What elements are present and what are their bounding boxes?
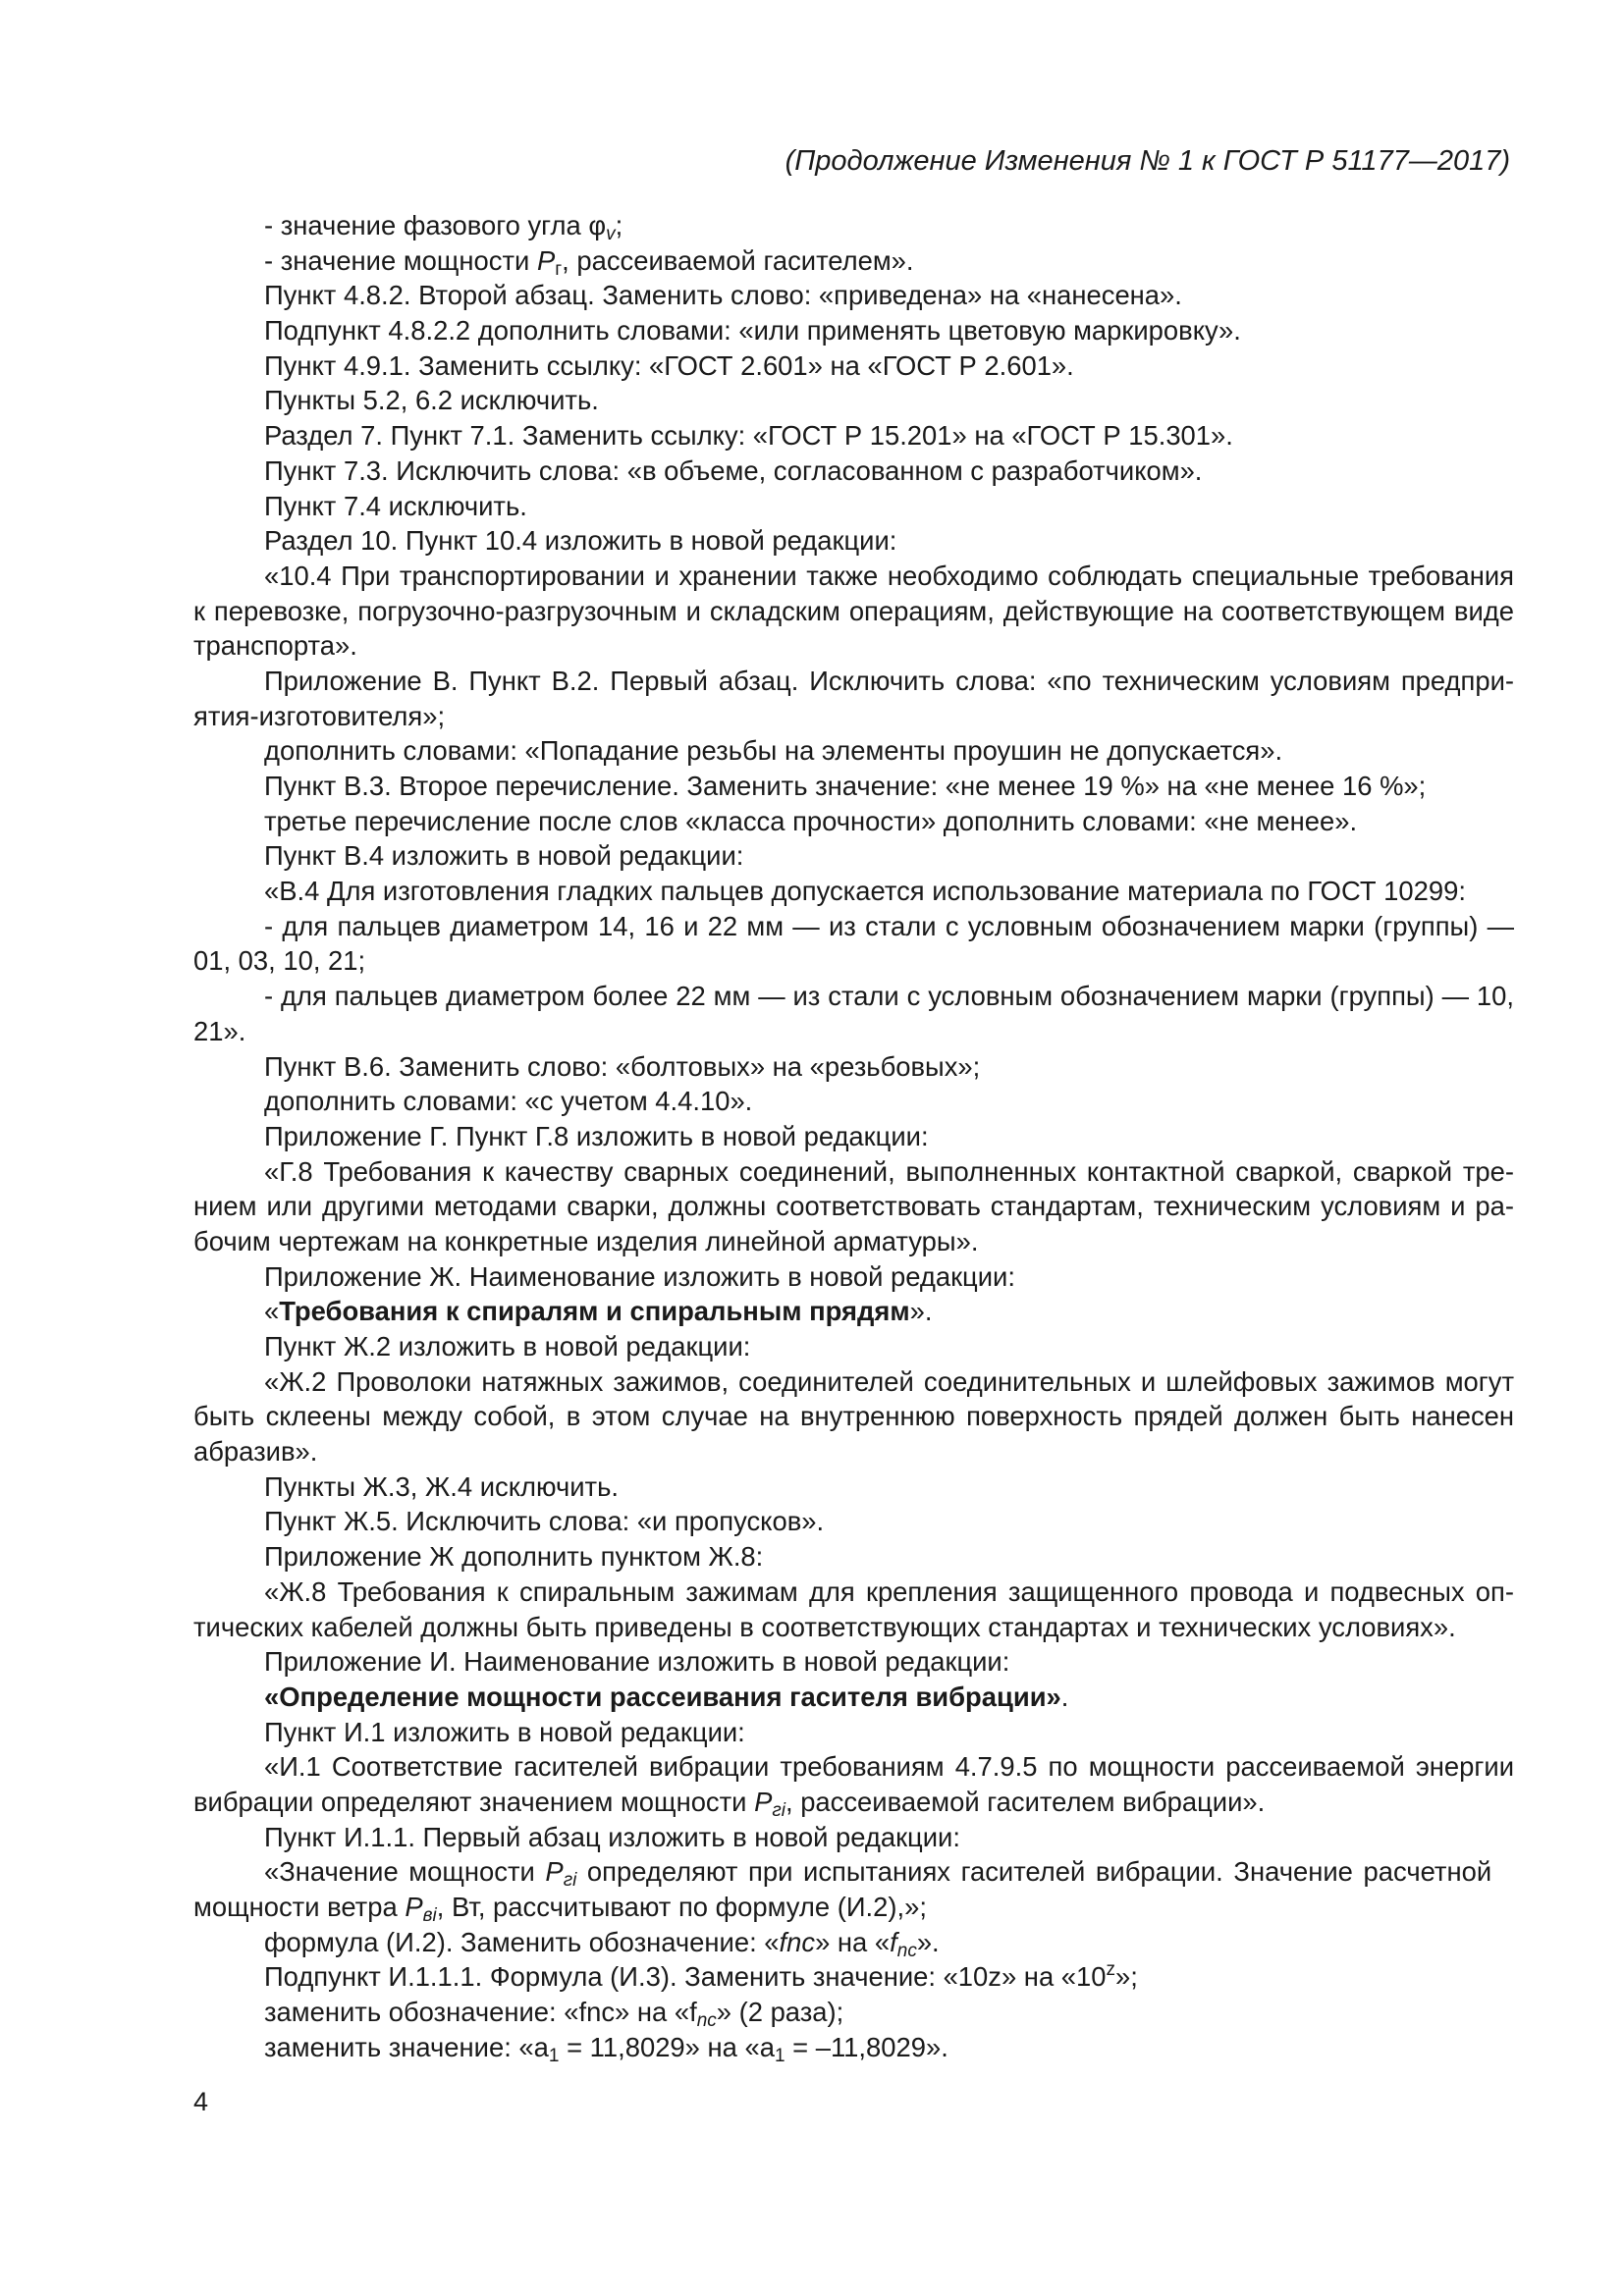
line-20: «В.4 Для изготовления гладких пальцев допускается использование материала по ГОСТ 10299: xyxy=(264,876,1466,907)
line-42: Приложение И. Наименование изложить в новой редакции: xyxy=(264,1646,1010,1678)
line-01 xyxy=(193,208,1514,243)
line-09: Пункт 7.4 исключить. xyxy=(264,490,527,521)
variable: P xyxy=(545,1856,564,1888)
line-39: Приложение Ж дополнить пунктом Ж.8: xyxy=(264,1541,764,1573)
line-35: быть склеены между собой, в этом случае на внутреннюю поверхность прядей должен быть нанесен xyxy=(193,1401,1514,1432)
line-43 xyxy=(193,1680,1514,1715)
subscript: 1 xyxy=(774,2045,785,2066)
line-52 xyxy=(193,1995,1514,2030)
line-51 xyxy=(193,1959,1514,1995)
line-23: - для пальцев диаметром более 22 мм — из стали с условным обозначением марки (группы) — 10, xyxy=(264,981,1514,1012)
line-04: Подпункт 4.8.2.2 дополнить словами: «или применять цветовую маркировку». xyxy=(264,315,1241,347)
line-36: абразив». xyxy=(193,1436,318,1468)
line-16: дополнить словами: «Попадание резьбы на элементы проушин не допускается». xyxy=(264,735,1283,767)
line-08: Пункт 7.3. Исключить слова: «в объеме, согласованном с разработчиком». xyxy=(264,454,1203,486)
running-head: (Продолжение Изменения № 1 к ГОСТ Р 51177—2017) xyxy=(785,145,1510,177)
line-26: дополнить словами: «с учетом 4.4.10». xyxy=(264,1086,753,1117)
line-13: транспорта». xyxy=(193,630,357,662)
text: « xyxy=(264,1296,280,1327)
text: = 11,8029» на «a xyxy=(559,2031,775,2062)
variable: fnc xyxy=(779,1926,816,1957)
text: = –11,8029». xyxy=(785,2031,948,2062)
text: - значение мощности xyxy=(264,244,537,276)
subscript: v xyxy=(606,224,616,244)
page-number: 4 xyxy=(193,2087,209,2116)
subscript: nc xyxy=(696,2010,717,2032)
line-49 xyxy=(193,1890,1514,1925)
line-44: Пункт И.1 изложить в новой редакции: xyxy=(264,1716,745,1747)
line-47: Пункт И.1.1. Первый абзац изложить в новой редакции: xyxy=(264,1821,960,1852)
text: , рассеиваемой гасителем вибрации». xyxy=(785,1786,1266,1817)
line-12: к перевозке, погрузочно-разгрузочным и складским операциям, действующие на соответствующем виде xyxy=(193,595,1514,626)
line-24: 21». xyxy=(193,1015,246,1046)
subscript: 1 xyxy=(548,2045,560,2066)
text: заменить обозначение: «fnc» на «f xyxy=(264,1997,697,2028)
text: вибрации определяют значением мощности xyxy=(193,1786,755,1817)
variable: P xyxy=(536,244,556,276)
bold-title: «Определение мощности рассеивания гасителя вибрации» xyxy=(264,1681,1061,1712)
subscript: nc xyxy=(896,1940,917,1961)
text: » (2 раза); xyxy=(716,1997,844,2028)
bold-title: Требования к спиралям и спиральным прядям xyxy=(279,1296,910,1327)
line-10: Раздел 10. Пункт 10.4 изложить в новой редакции: xyxy=(264,525,897,557)
line-38: Пункт Ж.5. Исключить слова: «и пропусков». xyxy=(264,1506,825,1537)
text: Подпункт И.1.1.1. Формула (И.3). Заменить значение: «10z» на «10 xyxy=(264,1961,1107,1993)
text: , рассеиваемой гасителем». xyxy=(562,244,914,276)
line-32 xyxy=(193,1294,1514,1329)
line-33: Пункт Ж.2 изложить в новой редакции: xyxy=(264,1331,751,1362)
text: ». xyxy=(916,1926,940,1957)
line-40: «Ж.8 Требования к спиральным зажимам для крепления защищенного провода и подвесных оп- xyxy=(264,1575,1514,1607)
text: » на « xyxy=(815,1926,891,1957)
text: «Значение мощности xyxy=(264,1856,546,1888)
line-50 xyxy=(193,1925,1514,1960)
line-30: бочим чертежам на конкретные изделия линейной арматуры». xyxy=(193,1225,979,1256)
line-34: «Ж.2 Проволоки натяжных зажимов, соединителей соединительных и шлейфовых зажимов могут xyxy=(264,1365,1514,1397)
subscript: гi xyxy=(563,1870,577,1892)
line-02 xyxy=(193,243,1514,279)
line-27: Приложение Г. Пункт Г.8 изложить в новой редакции: xyxy=(264,1120,929,1151)
superscript: z xyxy=(1106,1959,1115,1981)
line-07: Раздел 7. Пункт 7.1. Заменить ссылку: «ГОСТ Р 15.201» на «ГОСТ Р 15.301». xyxy=(264,420,1233,452)
line-06: Пункты 5.2, 6.2 исключить. xyxy=(264,385,599,416)
line-53 xyxy=(193,2030,1514,2065)
line-15: ятия-изготовителя»; xyxy=(193,700,446,731)
text: определяют при испытаниях гасителей вибрации. Значение расчетной xyxy=(576,1856,1492,1888)
variable: f xyxy=(890,1926,897,1957)
line-22: 01, 03, 10, 21; xyxy=(193,945,366,977)
text: ». xyxy=(909,1296,933,1327)
line-31: Приложение Ж. Наименование изложить в новой редакции: xyxy=(264,1260,1015,1292)
subscript: г xyxy=(555,258,563,280)
line-17: Пункт В.3. Второе перечисление. Заменить значение: «не менее 19 %» на «не менее 16 %»; xyxy=(264,771,1427,801)
text: »; xyxy=(1114,1961,1138,1993)
text: мощности ветра xyxy=(193,1892,406,1922)
subscript: вi xyxy=(422,1905,437,1926)
variable: P xyxy=(754,1786,773,1817)
line-37: Пункты Ж.3, Ж.4 исключить. xyxy=(264,1470,619,1502)
line-25: Пункт В.6. Заменить слово: «болтовых» на «резьбовых»; xyxy=(264,1050,981,1082)
line-46 xyxy=(193,1785,1514,1820)
text: формула (И.2). Заменить обозначение: « xyxy=(264,1926,780,1957)
line-03: Пункт 4.8.2. Второй абзац. Заменить слово: «приведена» на «нанесена». xyxy=(264,280,1182,311)
line-28: «Г.8 Требования к качеству сварных соединений, выполненных контактной сваркой, сваркой тре- xyxy=(264,1155,1514,1187)
line-05: Пункт 4.9.1. Заменить ссылку: «ГОСТ 2.601» на «ГОСТ Р 2.601». xyxy=(264,349,1074,381)
variable: P xyxy=(405,1892,423,1922)
text: . xyxy=(1060,1681,1069,1712)
subscript: гi xyxy=(772,1799,785,1821)
line-48 xyxy=(193,1854,1514,1890)
line-19: Пункт В.4 изложить в новой редакции: xyxy=(264,840,744,872)
text: ; xyxy=(615,210,623,240)
line-11: «10.4 При транспортировании и хранении также необходимо соблюдать специальные требования xyxy=(264,560,1514,591)
text: заменить значение: «a xyxy=(264,2031,549,2062)
line-21: - для пальцев диаметром 14, 16 и 22 мм — из стали с условным обозначением марки (группы) — xyxy=(264,910,1514,941)
document-body xyxy=(193,208,1514,2064)
line-41: тических кабелей должны быть приведены в соответствующих стандартах и технических условиях». xyxy=(193,1611,1456,1642)
text: - значение фазового угла φ xyxy=(264,210,607,240)
line-18: третье перечисление после слов «класса прочности» дополнить словами: «не менее». xyxy=(264,805,1358,836)
line-29: нием или другими методами сварки, должны соответствовать стандартам, техническим условиям и ра- xyxy=(193,1191,1514,1222)
text: , Вт, рассчитывают по формуле (И.2),»; xyxy=(436,1892,927,1922)
line-45: «И.1 Соответствие гасителей вибрации требованиям 4.7.9.5 по мощности рассеиваемой энергии xyxy=(264,1751,1514,1783)
line-14: Приложение В. Пункт В.2. Первый абзац. Исключить слова: «по техническим условиям предпри- xyxy=(264,665,1514,696)
